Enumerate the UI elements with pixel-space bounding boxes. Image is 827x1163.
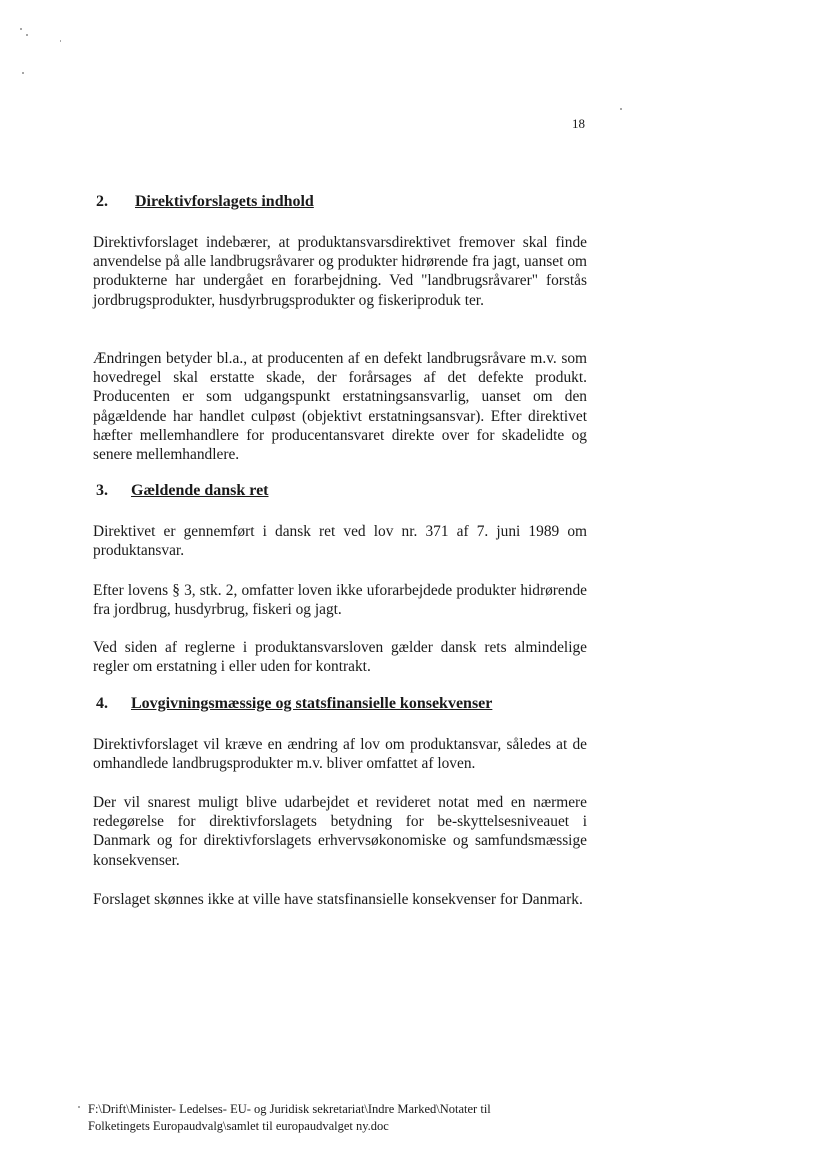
section-title: Lovgivningsmæssige og statsfinansielle konsekvenser — [131, 695, 493, 712]
scan-speck — [26, 34, 28, 36]
paragraph: Direktivforslaget vil kræve en ændring af lov om produktansvar, således at de omhandlede landbrugsprodukter m.v. bliver omfattet af loven. — [93, 736, 587, 773]
section-heading-3 — [96, 482, 269, 500]
section-number: 4. — [96, 695, 108, 712]
paragraph: Ændringen betyder bl.a., at producenten af en defekt landbrugsråvare m.v. som hovedregel skal erstatte skade, der forårsages af det defekte produkt. Producenten er som udgangspunkt erstatningsansvarlig, uanset om den pågældende har handlet culpøst (objektivt erstatningsansvar). Efter direktivet hæfter mellemhandlere for producentansvaret direkte over for skadelidte og senere mellemhandlere. — [93, 350, 587, 464]
scan-speck — [620, 108, 622, 110]
paragraph: Direktivforslaget indebærer, at produktansvarsdirektivet fremover skal finde anvendelse på alle landbrugsråvarer og produkter hidrørende fra jagt, uanset om produkterne har undergået en forarbejdning. Ved "landbrugsråvarer" forstås jordbrugsprodukter, husdyrbrugsprodukter og fiskeriproduk ter. — [93, 234, 587, 309]
section-heading-2 — [96, 193, 314, 211]
section-number: 3. — [96, 482, 108, 499]
scan-speck — [78, 1106, 80, 1108]
section-title: Gældende dansk ret — [131, 482, 269, 499]
paragraph: Ved siden af reglerne i produktansvarsloven gælder dansk rets almindelige regler om erstatning i eller uden for kontrakt. — [93, 639, 587, 676]
section-heading-4 — [96, 695, 493, 713]
paragraph: Forslaget skønnes ikke at ville have statsfinansielle konsekvenser for Danmark. — [93, 891, 583, 908]
section-title: Direktivforslagets indhold — [135, 193, 314, 210]
footer-line: Folketingets Europaudvalg\samlet til europaudvalget ny.doc — [88, 1119, 389, 1133]
paragraph: Efter lovens § 3, stk. 2, omfatter loven ikke uforarbejdede produkter hidrørende fra jordbrug, husdyrbrug, fiskeri og jagt. — [93, 582, 587, 619]
scan-speck — [20, 28, 22, 30]
section-number: 2. — [96, 193, 108, 210]
document-path-footer — [88, 1101, 491, 1135]
page-number: 18 — [572, 116, 585, 131]
paragraph: Direktivet er gennemført i dansk ret ved lov nr. 371 af 7. juni 1989 om produktansvar. — [93, 523, 587, 560]
scan-speck — [22, 72, 24, 74]
scan-speck — [60, 40, 61, 42]
paragraph: Der vil snarest muligt blive udarbejdet et revideret notat med en nærmere redegørelse for direktivforslagets betydning for be-skyttelsesniveauet i Danmark og for direktivforslagets erhvervsøkonomiske og samfundsmæssige konsekvenser. — [93, 794, 587, 869]
footer-line: F:\Drift\Minister- Ledelses- EU- og Juridisk sekretariat\Indre Marked\Notater til — [88, 1102, 491, 1116]
